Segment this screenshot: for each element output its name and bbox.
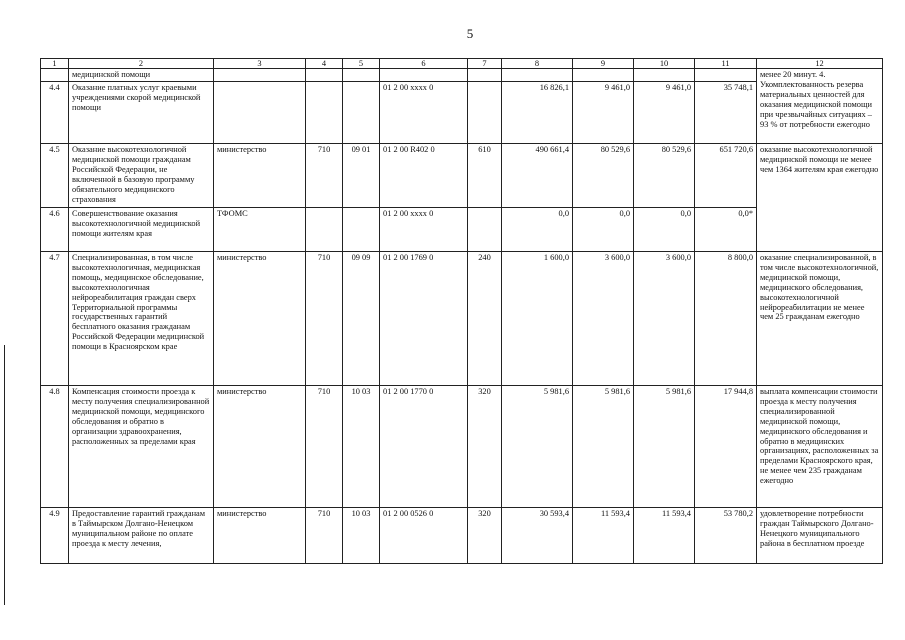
year1: 30 593,4 bbox=[502, 508, 573, 564]
year2: 9 461,0 bbox=[573, 82, 634, 144]
rzpr bbox=[343, 208, 380, 252]
rzpr: 09 09 bbox=[343, 252, 380, 386]
year1: 0,0 bbox=[502, 208, 573, 252]
csr: 01 2 00 xxxx 0 bbox=[380, 82, 468, 144]
col-header: 6 bbox=[380, 59, 468, 69]
col-header: 4 bbox=[306, 59, 343, 69]
row-number: 4.9 bbox=[41, 508, 69, 564]
csr: 01 2 00 R402 0 bbox=[380, 144, 468, 208]
total: 17 944,8 bbox=[695, 386, 757, 508]
expected-result: менее 20 минут. 4. Укомплектованность резерва материальных ценностей для оказания медицинской помощи при чрезвычайных ситуациях – 93 % от потребности ежегодно bbox=[757, 69, 883, 144]
csr bbox=[380, 69, 468, 82]
col-header: 11 bbox=[695, 59, 757, 69]
expected-result: удовлетворение потребности граждан Таймырского Долгано-Ненецкого муниципального района в бесплатном проезде bbox=[757, 508, 883, 564]
activity-name: Оказание высокотехнологичной медицинской помощи гражданам Российской Федерации, не включенной в базовую программу обязательного медицинского страхования bbox=[69, 144, 214, 208]
grbs: 710 bbox=[306, 144, 343, 208]
vr: 610 bbox=[468, 144, 502, 208]
vr: 240 bbox=[468, 252, 502, 386]
grbs bbox=[306, 208, 343, 252]
grbs bbox=[306, 69, 343, 82]
total: 53 780,2 bbox=[695, 508, 757, 564]
col-header: 10 bbox=[634, 59, 695, 69]
grbs bbox=[306, 82, 343, 144]
year3: 11 593,4 bbox=[634, 508, 695, 564]
header-row bbox=[41, 59, 883, 69]
year3: 5 981,6 bbox=[634, 386, 695, 508]
grbs: 710 bbox=[306, 508, 343, 564]
rzpr: 09 01 bbox=[343, 144, 380, 208]
col-header: 8 bbox=[502, 59, 573, 69]
year3: 9 461,0 bbox=[634, 82, 695, 144]
vr: 320 bbox=[468, 386, 502, 508]
rzpr bbox=[343, 82, 380, 144]
col-header: 2 bbox=[69, 59, 214, 69]
activity-name: Предоставление гарантий гражданам в Таймырском Долгано-Ненецком муниципальном районе по оплате проезда к месту лечения, bbox=[69, 508, 214, 564]
executor: министерство bbox=[214, 144, 306, 208]
total: 35 748,1 bbox=[695, 82, 757, 144]
year2: 3 600,0 bbox=[573, 252, 634, 386]
grbs: 710 bbox=[306, 252, 343, 386]
rzpr: 10 03 bbox=[343, 508, 380, 564]
executor: министерство bbox=[214, 386, 306, 508]
executor: министерство bbox=[214, 252, 306, 386]
vr: 320 bbox=[468, 508, 502, 564]
year3: 0,0 bbox=[634, 208, 695, 252]
year1: 16 826,1 bbox=[502, 82, 573, 144]
executor bbox=[214, 82, 306, 144]
row-number: 4.7 bbox=[41, 252, 69, 386]
activity-name: Специализированная, в том числе высокотехнологичная, медицинская помощь, медицинское обследование, высокотехнологичная нейрореабилитация граждан сверх Территориальной программы государственных гарантий бесплатного оказания гражданам Российской Федерации медицинской помощи в Красноярском крае bbox=[69, 252, 214, 386]
table-row bbox=[41, 69, 883, 82]
year1 bbox=[502, 69, 573, 82]
year3: 3 600,0 bbox=[634, 252, 695, 386]
page-number: 5 bbox=[466, 26, 474, 41]
col-header: 1 bbox=[41, 59, 69, 69]
activity-name: Компенсация стоимости проезда к месту получения специализированной медицинской помощи, медицинского обследования и обратно в организации здравоохранения, расположенных за пределами края bbox=[69, 386, 214, 508]
table-row bbox=[41, 144, 883, 208]
total: 651 720,6 bbox=[695, 144, 757, 208]
table-row bbox=[41, 386, 883, 508]
vr bbox=[468, 82, 502, 144]
table-row bbox=[41, 208, 883, 252]
year1: 490 661,4 bbox=[502, 144, 573, 208]
executor: министерство bbox=[214, 508, 306, 564]
csr: 01 2 00 0526 0 bbox=[380, 508, 468, 564]
vr bbox=[468, 208, 502, 252]
program-table bbox=[40, 58, 883, 564]
row-number bbox=[41, 69, 69, 82]
expected-result: оказание высокотехнологичной медицинской помощи не менее чем 1364 жителям края ежегодно bbox=[757, 144, 883, 252]
total bbox=[695, 69, 757, 82]
col-header: 3 bbox=[214, 59, 306, 69]
expected-result: выплата компенсации стоимости проезда к месту получения специализированной медицинской помощи, медицинского обследования и обратно в медицинских организациях, расположенных за пределами Красноярского края, не менее чем 235 гражданам ежегодно bbox=[757, 386, 883, 508]
csr: 01 2 00 xxxx 0 bbox=[380, 208, 468, 252]
year2 bbox=[573, 69, 634, 82]
row-number: 4.6 bbox=[41, 208, 69, 252]
year3 bbox=[634, 69, 695, 82]
activity-name: медицинской помощи bbox=[69, 69, 214, 82]
year2: 11 593,4 bbox=[573, 508, 634, 564]
executor bbox=[214, 69, 306, 82]
vr bbox=[468, 69, 502, 82]
activity-name: Совершенствование оказания высокотехнологичной медицинской помощи жителям края bbox=[69, 208, 214, 252]
year1: 5 981,6 bbox=[502, 386, 573, 508]
activity-name: Оказание платных услуг краевыми учреждениями скорой медицинской помощи bbox=[69, 82, 214, 144]
row-number: 4.5 bbox=[41, 144, 69, 208]
executor: ТФОМС bbox=[214, 208, 306, 252]
rzpr: 10 03 bbox=[343, 386, 380, 508]
col-header: 12 bbox=[757, 59, 883, 69]
grbs: 710 bbox=[306, 386, 343, 508]
row-number: 4.8 bbox=[41, 386, 69, 508]
table-row bbox=[41, 82, 883, 144]
csr: 01 2 00 1769 0 bbox=[380, 252, 468, 386]
total: 0,0* bbox=[695, 208, 757, 252]
col-header: 9 bbox=[573, 59, 634, 69]
total: 8 800,0 bbox=[695, 252, 757, 386]
csr: 01 2 00 1770 0 bbox=[380, 386, 468, 508]
year2: 5 981,6 bbox=[573, 386, 634, 508]
row-number: 4.4 bbox=[41, 82, 69, 144]
table-row bbox=[41, 508, 883, 564]
year2: 80 529,6 bbox=[573, 144, 634, 208]
year2: 0,0 bbox=[573, 208, 634, 252]
rzpr bbox=[343, 69, 380, 82]
col-header: 7 bbox=[468, 59, 502, 69]
margin-line bbox=[4, 345, 5, 605]
year3: 80 529,6 bbox=[634, 144, 695, 208]
table-row bbox=[41, 252, 883, 386]
col-header: 5 bbox=[343, 59, 380, 69]
expected-result: оказание специализированной, в том числе высокотехнологичной, медицинской помощи, медицинского обследования, высокотехнологичной нейрореабилитации не менее чем 25 гражданам ежегодно bbox=[757, 252, 883, 386]
year1: 1 600,0 bbox=[502, 252, 573, 386]
